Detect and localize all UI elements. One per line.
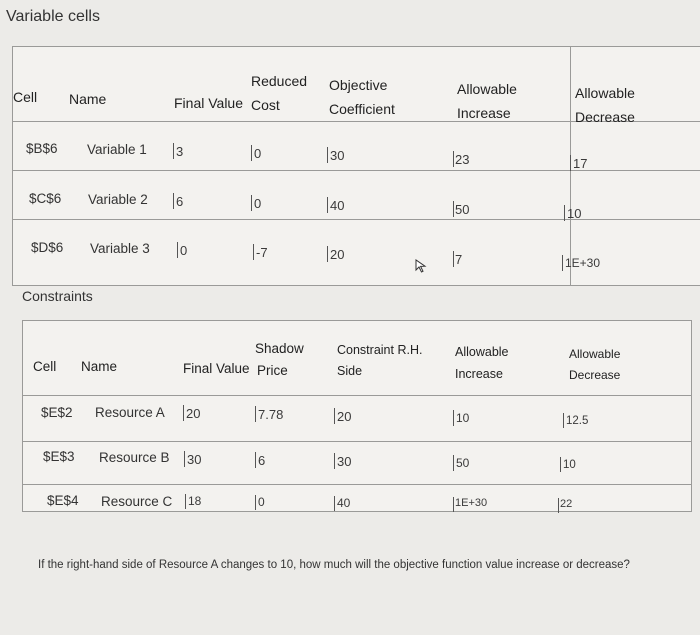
value-gridline — [327, 246, 328, 262]
mouse-pointer-icon — [415, 259, 427, 273]
row-divider — [13, 219, 700, 220]
value-gridline — [327, 147, 328, 163]
row1-allowable-increase: 23 — [455, 152, 470, 167]
value-gridline — [253, 244, 254, 260]
value-gridline — [453, 410, 454, 426]
row2-cell: $C$6 — [29, 191, 62, 206]
row3-name: Variable 3 — [90, 241, 150, 256]
col-header-objective-line1: Objective — [329, 77, 388, 93]
value-gridline — [453, 201, 454, 217]
row3-cell: $D$6 — [31, 240, 64, 255]
value-gridline — [562, 255, 563, 271]
col-header-allowable-increase-line1: Allowable — [457, 81, 517, 97]
row1-allowable-decrease: 12.5 — [566, 415, 589, 427]
row2-objective-coefficient: 40 — [330, 198, 345, 213]
col-header-rhs-line2: Side — [337, 364, 363, 378]
value-gridline — [453, 497, 454, 512]
value-gridline — [173, 143, 174, 159]
row2-final-value: 30 — [187, 452, 202, 467]
row2-allowable-increase: 50 — [456, 456, 470, 470]
row2-reduced-cost: 0 — [254, 196, 262, 211]
row2-name: Resource B — [99, 450, 170, 465]
col-header-shadow-price-line1: Shadow — [255, 341, 304, 356]
row1-shadow-price: 7.78 — [258, 407, 284, 422]
col-header-allowable-increase-line2: Increase — [455, 367, 503, 381]
row2-final-value: 6 — [176, 194, 184, 209]
row1-cell: $E$2 — [41, 405, 73, 420]
row-divider — [23, 441, 691, 442]
col-header-allowable-decrease-line1: Allowable — [575, 85, 635, 101]
value-gridline — [564, 205, 565, 221]
row3-final-value: 0 — [180, 243, 188, 258]
row1-name: Resource A — [95, 405, 165, 420]
col-header-allowable-decrease-line1: Allowable — [569, 347, 621, 361]
constraints-title: Constraints — [22, 288, 93, 304]
row1-final-value: 3 — [176, 144, 184, 159]
row3-reduced-cost: -7 — [256, 245, 268, 260]
value-gridline — [334, 496, 335, 511]
row2-allowable-decrease: 10 — [567, 206, 582, 221]
row3-allowable-decrease: 22 — [560, 498, 573, 510]
value-gridline — [173, 193, 174, 209]
value-gridline — [177, 242, 178, 258]
row1-rhs: 20 — [337, 409, 352, 424]
col-header-final-value: Final Value — [174, 95, 244, 111]
row2-name: Variable 2 — [88, 192, 148, 207]
row3-allowable-increase: 1E+30 — [455, 497, 488, 509]
value-gridline — [327, 197, 328, 213]
value-gridline — [453, 251, 454, 267]
row1-name: Variable 1 — [87, 142, 147, 157]
value-gridline — [453, 455, 454, 471]
row3-rhs: 40 — [337, 496, 351, 510]
col-header-reduced-cost-line1: Reduced — [251, 73, 308, 89]
row1-final-value: 20 — [186, 406, 201, 421]
value-gridline — [558, 498, 559, 513]
col-header-rhs-line1: Constraint R.H. — [337, 343, 423, 357]
col-header-allowable-increase-line1: Allowable — [455, 345, 509, 359]
header-divider — [23, 395, 691, 396]
row3-allowable-decrease: 1E+30 — [565, 256, 601, 270]
value-gridline — [255, 406, 256, 422]
col-header-allowable-decrease-line2: Decrease — [575, 109, 635, 125]
row2-rhs: 30 — [337, 454, 352, 469]
value-gridline — [251, 145, 252, 161]
row3-final-value: 18 — [188, 494, 202, 508]
row1-allowable-decrease: 17 — [573, 156, 588, 171]
row3-cell: $E$4 — [47, 493, 79, 508]
constraints-table — [22, 320, 692, 512]
col-header-allowable-decrease-line2: Decrease — [569, 368, 621, 382]
value-gridline — [453, 151, 454, 167]
col-header-cell: Cell — [33, 359, 57, 374]
col-header-name: Name — [69, 91, 107, 107]
variable-cells-table — [12, 46, 700, 286]
variable-cells-title: Variable cells — [6, 8, 100, 25]
value-gridline — [255, 495, 256, 510]
value-gridline — [184, 451, 185, 467]
col-header-reduced-cost-line2: Cost — [251, 97, 280, 113]
value-gridline — [255, 452, 256, 468]
row-divider — [23, 484, 691, 485]
row1-reduced-cost: 0 — [254, 146, 262, 161]
row3-allowable-increase: 7 — [455, 252, 463, 267]
row-divider — [13, 170, 700, 171]
col-header-shadow-price-line2: Price — [257, 363, 288, 378]
value-gridline — [334, 408, 335, 424]
row2-allowable-increase: 50 — [455, 202, 470, 217]
value-gridline — [251, 195, 252, 211]
row1-cell: $B$6 — [26, 141, 58, 156]
value-gridline — [334, 453, 335, 469]
col-header-final-value: Final Value — [183, 361, 250, 376]
value-gridline — [560, 457, 561, 472]
question-text: If the right-hand side of Resource A changes to 10, how much will the objective function value increase or decrease? — [38, 559, 630, 571]
row2-allowable-decrease: 10 — [563, 459, 576, 471]
col-header-allowable-increase-line2: Increase — [457, 105, 511, 121]
row3-objective-coefficient: 20 — [330, 247, 345, 262]
value-gridline — [570, 155, 571, 171]
row3-shadow-price: 0 — [258, 495, 265, 509]
row2-shadow-price: 6 — [258, 453, 266, 468]
row1-allowable-increase: 10 — [456, 411, 470, 425]
col-header-name: Name — [81, 359, 118, 374]
row2-cell: $E$3 — [43, 449, 75, 464]
row3-name: Resource C — [101, 494, 173, 509]
value-gridline — [183, 405, 184, 421]
row1-objective-coefficient: 30 — [330, 148, 345, 163]
value-gridline — [563, 413, 564, 428]
value-gridline — [185, 494, 186, 509]
col-header-objective-line2: Coefficient — [329, 101, 395, 117]
col-header-cell: Cell — [13, 89, 38, 105]
